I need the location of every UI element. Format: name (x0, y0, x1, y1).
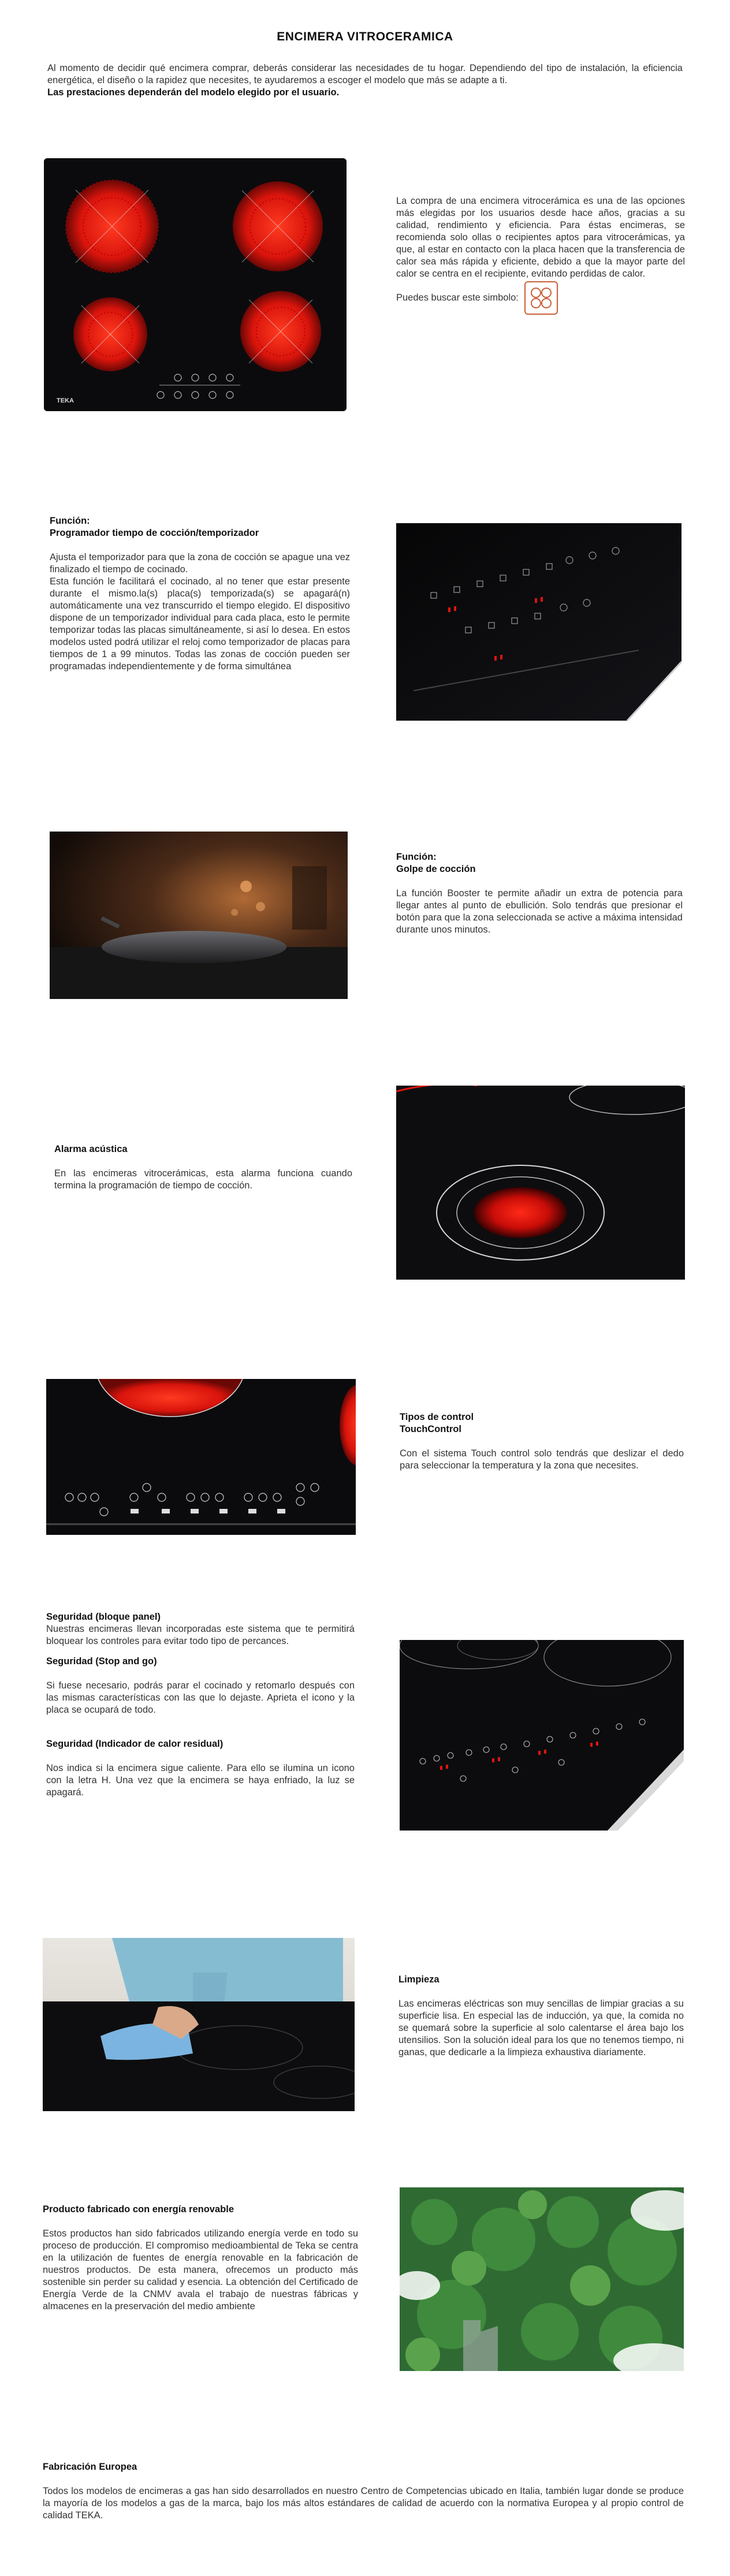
cooking-zone-top-right (233, 181, 323, 271)
booster-kitchen-image (50, 832, 348, 999)
section4-heading: Alarma acústica (54, 1144, 128, 1154)
section3-text-block (396, 851, 683, 936)
safety-residual-heading: Seguridad (Indicador de calor residual) (46, 1739, 224, 1749)
section5-heading1: Tipos de control (400, 1412, 474, 1422)
touch-control-image (46, 1379, 356, 1535)
safety-lock-text: Nuestras encimeras llevan incorporadas este sistema que te permitirá bloquear los controles para evitar todo tipo de percances. (46, 1624, 355, 1646)
hob-top-view-image (44, 158, 347, 411)
section2-heading2: Programador tiempo de cocción/temporizador (50, 528, 259, 538)
section5-text-block (400, 1411, 684, 1472)
section4-text: En las encimeras vitrocerámicas, esta alarma funciona cuando termina la programación de tiempo de cocción. (54, 1168, 352, 1191)
section8-heading: Producto fabricado con energía renovable (43, 2204, 234, 2215)
section5-text: Con el sistema Touch control solo tendrás que deslizar el dedo para seleccionar la temperatura y la zona que necesites. (400, 1448, 684, 1471)
section9-heading: Fabricación Europea (43, 2462, 137, 2472)
section3-text: La función Booster te permite añadir un extra de potencia para llegar antes al punto de ebullición. Solo tendrás que presionar el botón para que la zona seleccionada se active a máxima intensidad durante unos minutos. (396, 888, 683, 935)
forest-aerial-image (400, 2187, 684, 2371)
intro-bold: Las prestaciones dependerán del modelo elegido por el usuario. (47, 87, 340, 98)
symbol-caption: Puedes buscar este simbolo: (396, 292, 519, 303)
section9-text-block (43, 2461, 684, 2522)
section2-heading1: Función: (50, 516, 90, 526)
cooking-zone-bottom-left (73, 297, 147, 371)
cleaning-image (43, 1938, 355, 2111)
section3-heading2: Golpe de cocción (396, 864, 476, 874)
section2-text-block (50, 515, 350, 673)
page-title: ENCIMERA VITROCERAMICA (277, 30, 453, 43)
section7-text-block (398, 1974, 684, 2059)
safety-panel-image (400, 1640, 684, 1831)
timer-panel-image (396, 523, 681, 721)
hob-zones-symbol-icon (524, 281, 558, 315)
safety-residual-text: Nos indica si la encimera sigue caliente. Para ello se ilumina un icono con la letra H. Una vez que la encimera se haya enfriado, la luz se apagará. (46, 1763, 355, 1798)
section8-text-block (43, 2204, 358, 2313)
section6-text-block (46, 1611, 355, 1799)
section7-heading: Limpieza (398, 1974, 440, 1985)
section8-text: Estos productos han sido fabricados utilizando energía verde en todo su proceso de producción. El compromiso medioambiental de Teka se centra en la utilización de fuentes de energía renovable en la fabricación de nuestros productos. De esta manera, ofrecemos un producto más sostenible sin perder su calidad y esencia. La obtención del Certificado de Energía Verde de la CNMV avala el trabajo de nuestras fábricas y almacenes en la preservación del medio ambiente (43, 2228, 358, 2312)
section4-text-block (54, 1143, 352, 1192)
intro-block (47, 62, 683, 99)
alarm-hob-image (396, 1086, 685, 1280)
section3-heading1: Función: (396, 852, 437, 862)
safety-stopgo-text: Si fuese necesario, podrás parar el cocinado y retomarlo después con las mismas características con las que lo dejaste. Aprieta el icono y la placa se ocupará de todo. (46, 1680, 355, 1715)
section9-text: Todos los modelos de encimeras a gas han sido desarrollados en nuestro Centro de Competencias ubicado en Italia, también lugar donde se produce la mayoría de los modelos a gas de la marca, bajo los más altos estándares de calidad de acuerdo con la normativa Europea y al propio control de calidad TEKA. (43, 2486, 684, 2521)
section5-heading2: TouchControl (400, 1424, 461, 1434)
section7-text: Las encimeras eléctricas son muy sencillas de limpiar gracias a su superficie lisa. En especial las de inducción, ya que, la comida no se quemará sobre la superficie al solo calentarse el área bajo los utensilios. Son la solución ideal para los que no tenemos tiempo, ni ganas, que dedicarle a la limpieza exhaustiva diariamente. (398, 1999, 684, 2057)
safety-stopgo-heading: Seguridad (Stop and go) (46, 1656, 157, 1667)
cooking-zone-top-left (66, 180, 158, 273)
section2-para1: Ajusta el temporizador para que la zona de cocción se apague una vez finalizado el tiempo de cocinado. (50, 552, 350, 575)
brand-logo: TEKA (57, 397, 74, 404)
section1-text: La compra de una encimera vitrocerámica es una de las opciones más elegidas por los usuarios desde hace años, gracias a su calidad, rendimiento y eficiencia. Para éstas encimeras, se recomienda solo ollas o recipientes aptos para vitrocerámicas, ya que, al estar en contacto con la placa hacen que la transferencia de calor sea más rápida y eficiente, debido a que la mayor parte del calor se centra en el recipiente, evitando perdidas de calor. (396, 196, 685, 279)
section2-para2: Esta función le facilitará el cocinado, al no tener que estar presente durante el mismo.la(s) placa(s) temporizada(s) se apagará(n) automáticamente una vez transcurrido el tiempo elegido. El dispositivo dispone de un temporizador individual para cada placa, esto le permite temporizar todas las placas simultáneamente, si así lo desea. En estos modelos usted podrá utilizar el reloj como temporizador de placas para tiempos de 1 a 99 minutos. Todas las zonas de cocción pueden ser programadas independientemente y de forma simultánea (50, 576, 350, 672)
intro-text: Al momento de decidir qué encimera comprar, deberás considerar las necesidades de tu hogar. Dependiendo del tipo de instalación, la eficiencia energética, el diseño o la rapidez que necesites, te ayudaremos a escoger el modelo que más se adapte a ti. (47, 63, 683, 85)
cooking-zone-bottom-right (240, 291, 321, 372)
section1-text-block (396, 195, 685, 315)
safety-lock-heading: Seguridad (bloque panel) (46, 1612, 161, 1622)
